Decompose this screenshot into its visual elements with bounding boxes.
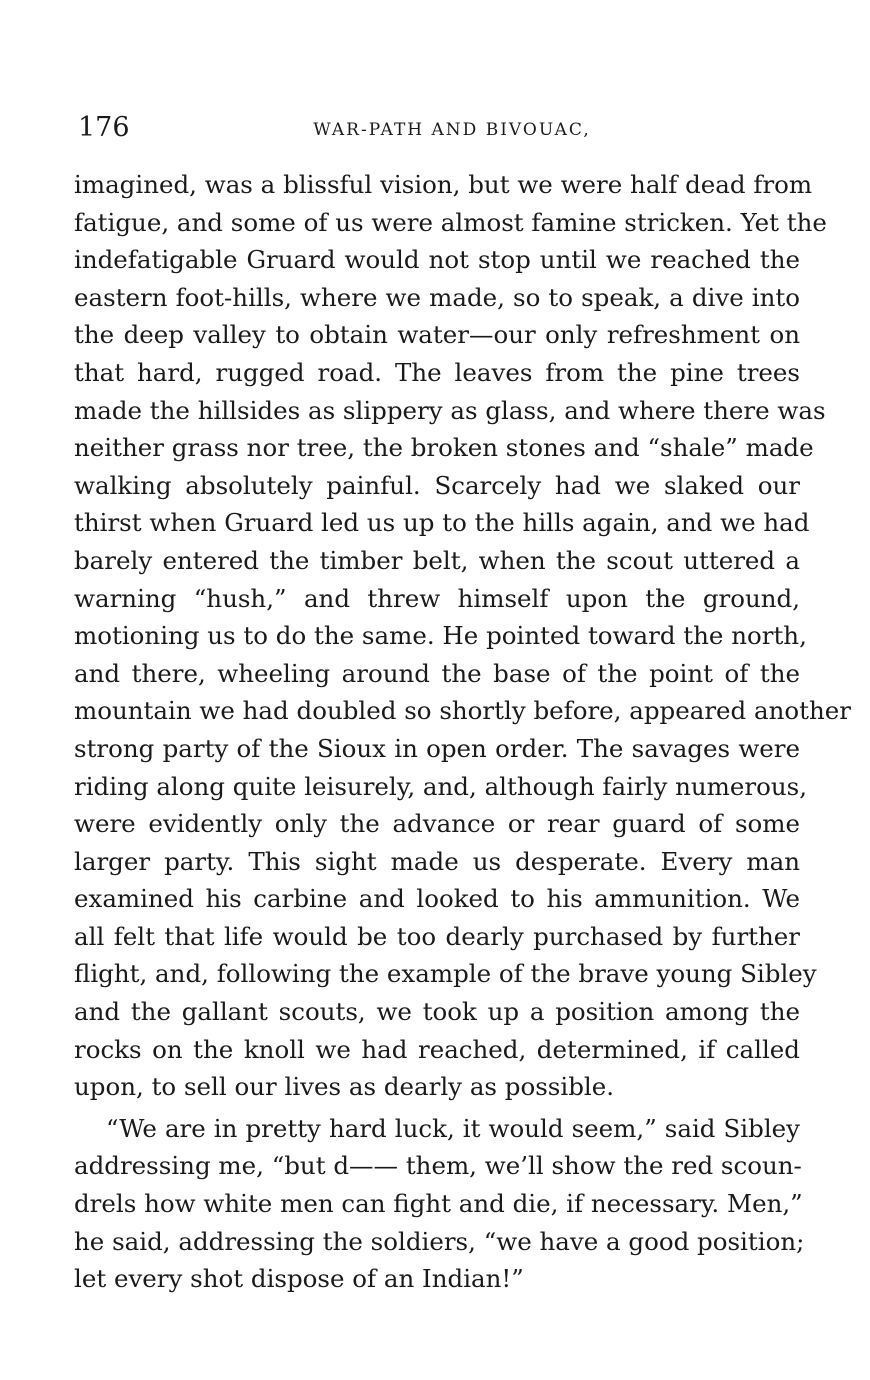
text-line: examined his carbine and looked to his ammunition. We <box>74 884 800 914</box>
body-text <box>74 166 851 1298</box>
text-line: walking absolutely painful. Scarcely had we slaked our <box>74 470 800 500</box>
text-line: neither grass nor tree, the broken stones and “shale” made <box>74 433 814 463</box>
text-line: thirst when Gruard led us up to the hills again, and we had <box>74 508 810 538</box>
page-number: 176 <box>78 112 130 143</box>
text-line: and there, wheeling around the base of the point of the <box>74 658 800 688</box>
text-line: made the hillsides as slippery as glass, and where there was <box>74 395 826 425</box>
text-line: that hard, rugged road. The leaves from the pine trees <box>74 357 800 387</box>
text-line: the deep valley to obtain water—our only refreshment on <box>74 320 800 350</box>
text-line: let every shot dispose of an Indian!” <box>74 1264 524 1294</box>
text-line: barely entered the timber belt, when the scout uttered a <box>74 545 800 575</box>
text-line: mountain we had doubled so shortly before, appeared another <box>74 696 851 726</box>
paragraph <box>74 166 851 1106</box>
text-line: warning “hush,” and threw himself upon the ground, <box>74 583 800 613</box>
text-line: were evidently only the advance or rear guard of some <box>74 809 800 839</box>
text-line: fatigue, and some of us were almost famine stricken. Yet the <box>74 207 827 237</box>
running-head <box>72 108 802 148</box>
text-line: indefatigable Gruard would not stop until we reached the <box>74 245 800 275</box>
text-line: rocks on the knoll we had reached, determined, if called <box>74 1034 800 1064</box>
text-line: addressing me, “but d—— them, we’ll show the red scoun- <box>74 1151 802 1181</box>
text-line: larger party. This sight made us desperate. Every man <box>74 846 800 876</box>
text-line: upon, to sell our lives as dearly as possible. <box>74 1072 615 1102</box>
text-line: drels how white men can fight and die, if necessary. Men,” <box>74 1189 803 1219</box>
text-line: flight, and, following the example of the brave young Sibley <box>74 959 817 989</box>
running-title: WAR-PATH AND BIVOUAC, <box>313 120 591 140</box>
text-line: riding along quite leisurely, and, although fairly numerous, <box>74 771 807 801</box>
text-line: imagined, was a blissful vision, but we were half dead from <box>74 170 813 199</box>
text-line: eastern foot-hills, where we made, so to speak, a dive into <box>74 282 800 312</box>
text-line: motioning us to do the same. He pointed toward the north, <box>74 621 807 651</box>
text-line: strong party of the Sioux in open order. The savages were <box>74 733 800 763</box>
text-line: all felt that life would be too dearly purchased by further <box>74 921 800 951</box>
text-line: “We are in pretty hard luck, it would seem,” said Sibley <box>106 1113 800 1143</box>
text-line: and the gallant scouts, we took up a position among the <box>74 997 800 1027</box>
paragraph <box>74 1110 805 1298</box>
text-line: he said, addressing the soldiers, “we have a good position; <box>74 1226 805 1256</box>
